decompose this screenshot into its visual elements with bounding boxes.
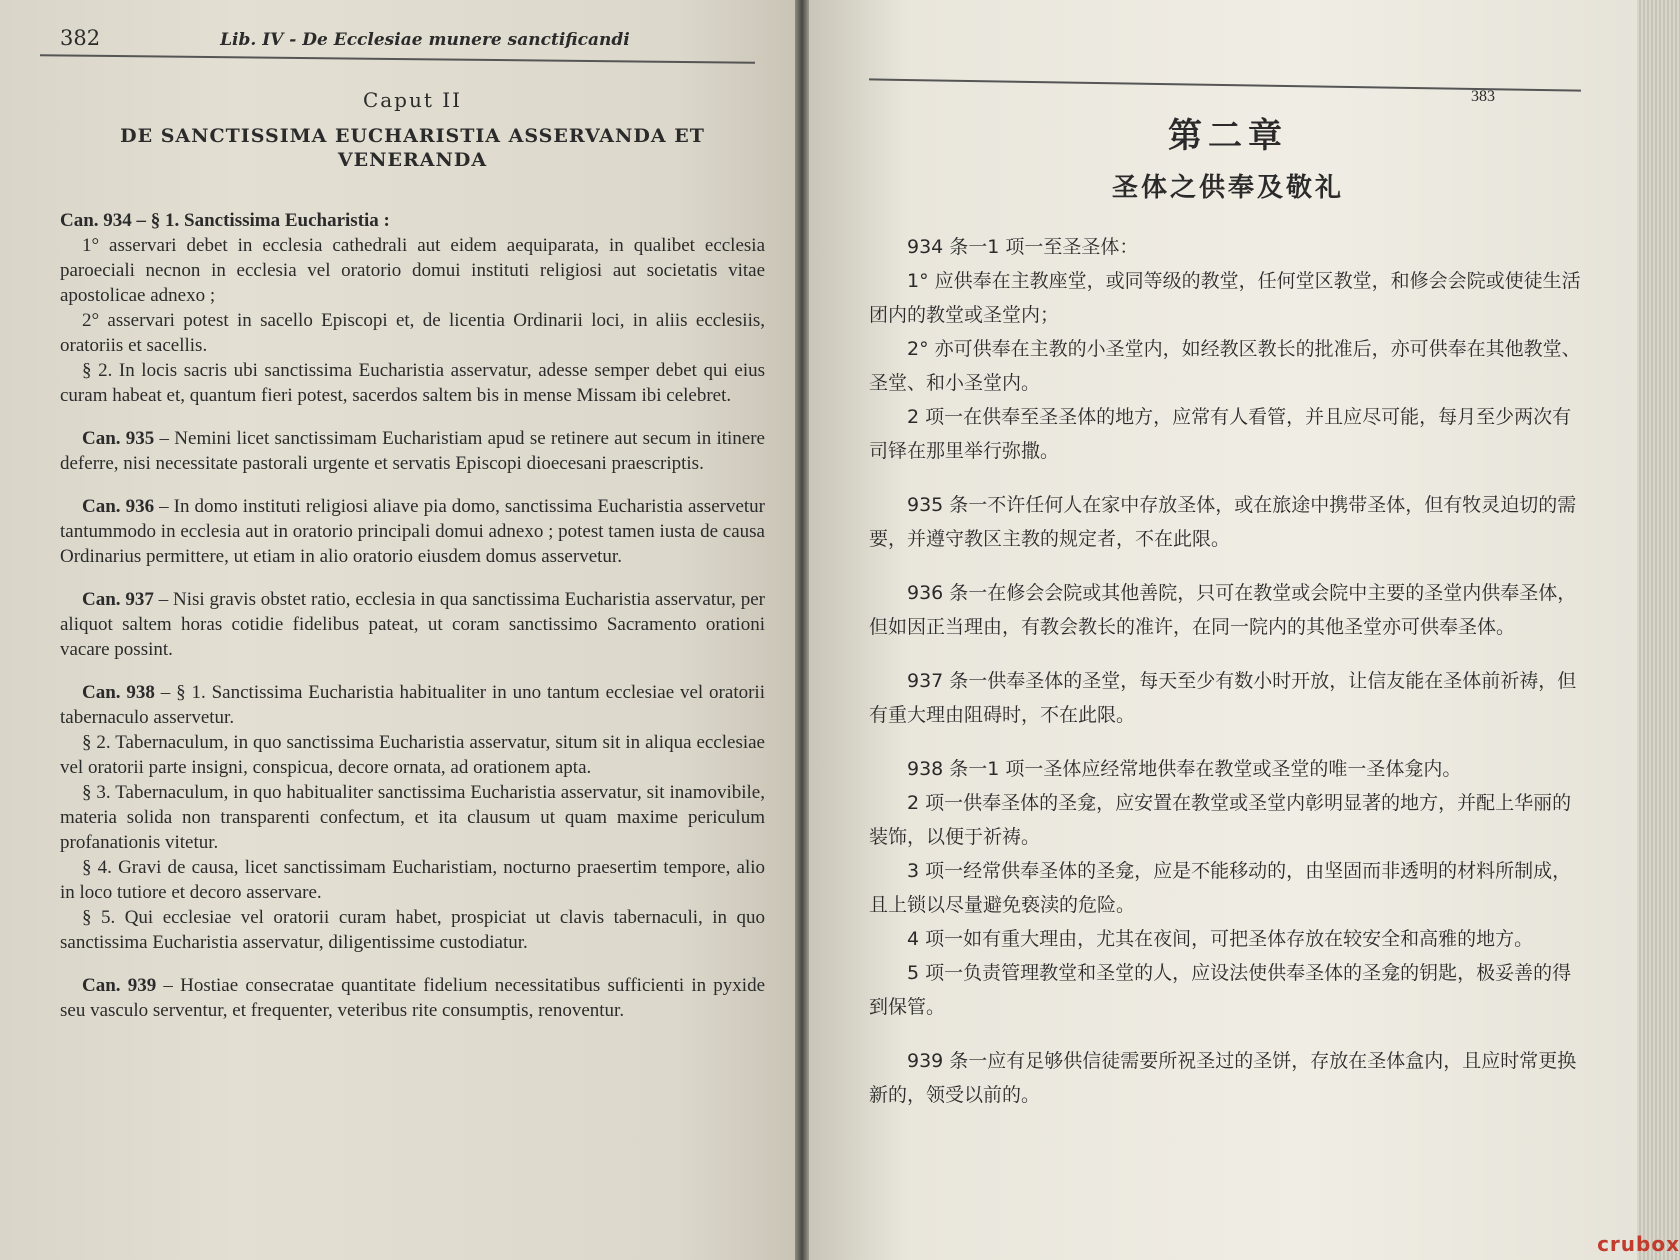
chapter-heading: 第二章 (1168, 116, 1288, 156)
left-running-header (60, 26, 765, 50)
canon-935 (60, 426, 765, 476)
canon-934-para-3: § 2. In locis sacris ubi sanctissima Eucharistia asservatur, adesse semper debet qui eius curam habeat et, quantum fieri potest, sacerdos saltem bis in mense Missam ibi celebret. (60, 360, 765, 406)
article-937 (869, 664, 1587, 732)
canon-936 (60, 494, 765, 569)
page-edges (1637, 0, 1680, 1260)
article-934-para-3: 2° 亦可供奉在主教的小圣堂内，如经教区教长的批准后，亦可供奉在其他教堂、圣堂、和小圣堂内。 (869, 338, 1581, 394)
article-936-text: 936 条一在修会会院或其他善院，只可在教堂或会院中主要的圣堂内供奉圣体，但如因正当理由，有教会教长的准许，在同一院内的其他圣堂亦可供奉圣体。 (869, 582, 1577, 638)
article-938 (869, 752, 1587, 1024)
canon-937-text: – Nisi gravis obstet ratio, ecclesia in qua sanctissima Eucharistia asservatur, per aliquot saltem horas cotidie fidelibus pateat, ut coram sanctissimo Sacramento orationi vacare possint. (60, 589, 766, 660)
canon-937 (60, 587, 765, 662)
book-gutter (795, 0, 809, 1260)
left-page-number: 382 (60, 26, 101, 50)
canon-939 (60, 973, 765, 1023)
caput-heading: Caput II (362, 88, 463, 112)
article-938-para-4: 4 项一如有重大理由，尤其在夜间，可把圣体存放在较安全和高雅的地方。 (907, 928, 1534, 950)
article-937-text: 937 条一供奉圣体的圣堂，每天至少有数小时开放，让信友能在圣体前祈祷，但有重大理由阻碍时，不在此限。 (869, 670, 1577, 726)
article-935 (869, 488, 1587, 556)
article-934-para-1: 934 条一1 项一至圣圣体： (907, 236, 1139, 258)
canon-936-head: Can. 936 (82, 496, 155, 517)
article-934 (869, 230, 1587, 468)
article-939-text: 939 条一应有足够供信徒需要所祝圣过的圣饼，存放在圣体盒内，且应时常更换新的，领受以前的。 (869, 1050, 1577, 1106)
canon-938-para-3: § 3. Tabernaculum, in quo habitualiter sanctissima Eucharistia asservatur, sit inamovibile, materia solida non transparenti confectum, et ita clausum ut quam maxime periculum profanationis vitetur. (60, 782, 765, 853)
article-938-para-5: 5 项一负责管理教堂和圣堂的人，应设法使供奉圣体的圣龛的钥匙，极妥善的得到保管。 (869, 962, 1572, 1018)
canon-939-text: – Hostiae consecratae quantitate fidelium necessitatibus sufficienti in pyxide seu vasculo serventur, et frequenter, veteribus rite consumptis, renoventur. (60, 975, 766, 1021)
article-938-para-1: 938 条一1 项一圣体应经常地供奉在教堂或圣堂的唯一圣体龛内。 (907, 758, 1462, 780)
left-running-title: Lib. IV - De Ecclesiae munere sanctificandi (220, 30, 630, 50)
canon-938-text: – § 1. Sanctissima Eucharistia habitualiter in uno tantum ecclesiae vel oratorii tabernaculo asservetur. (60, 682, 765, 728)
canon-937-head: Can. 937 (82, 589, 154, 610)
canon-936-text: – In domo instituti religiosi aliave pia domo, sanctissima Eucharistia asservetur tantummodo in ecclesia aut in oratorio principali domui adnexo ; potest tamen iusta de causa Ordinarius permittere, ut etiam in alio oratorio eiusdem domus asservetur. (60, 496, 765, 567)
article-934-para-4: 2 项一在供奉至圣圣体的地方，应常有人看管，并且应尽可能，每月至少两次有司铎在那里举行弥撒。 (869, 406, 1572, 462)
article-935-text: 935 条一不许任何人在家中存放圣体，或在旅途中携带圣体，但有牧灵迫切的需要，并遵守教区主教的规定者，不在此限。 (869, 494, 1577, 550)
canon-934-head: Can. 934 – § 1. Sanctissima Eucharistia : (60, 210, 390, 231)
canon-938-para-4: § 4. Gravi de causa, licet sanctissimam Eucharistiam, nocturno praesertim tempore, alio in loco tutiore et decoro asservare. (60, 857, 765, 903)
watermark: crubox (1597, 1232, 1680, 1256)
article-938-para-3: 3 项一经常供奉圣体的圣龛，应是不能移动的，由坚固而非透明的材料所制成，且上锁以尽量避免亵渎的危险。 (869, 860, 1572, 916)
canon-938-para-5: § 5. Qui ecclesiae vel oratorii curam habet, prospiciat ut clavis tabernaculi, in quo sanctissima Eucharistia asservatur, diligentissime custodiatur. (60, 907, 765, 953)
caput-title: DE SANCTISSIMA EUCHARISTIA ASSERVANDA ET VENERANDA (120, 125, 705, 171)
canon-938-head: Can. 938 (82, 682, 155, 703)
canon-938-para-2: § 2. Tabernaculum, in quo sanctissima Eucharistia asservatur, situm sit in aliqua ecclesiae vel oratorii parte insigni, conspicua, decore ornata, ad orationem apta. (60, 732, 765, 778)
article-934-para-2: 1° 应供奉在主教座堂，或同等级的教堂，任何堂区教堂，和修会会院或使徒生活团内的教堂或圣堂内； (869, 270, 1581, 326)
canon-939-head: Can. 939 (82, 975, 157, 996)
left-header-rule (40, 54, 755, 63)
chapter-title: 圣体之供奉及敬礼 (1111, 173, 1344, 203)
canon-935-head: Can. 935 (82, 428, 155, 449)
canon-938 (60, 680, 765, 955)
canon-934 (60, 208, 765, 408)
canon-934-para-2: 2° asservari potest in sacello Episcopi et, de licentia Ordinarii loci, in aliis ecclesiis, oratoriis et sacellis. (60, 310, 765, 356)
article-939 (869, 1044, 1587, 1112)
right-page-number: 383 (1471, 88, 1495, 105)
right-page (809, 0, 1637, 1260)
canon-935-text: – Nemini licet sanctissimam Eucharistiam apud se retinere aut secum in itinere deferre, nisi necessitate pastorali urgente et servatis Episcopi dioecesani praescriptis. (60, 428, 765, 474)
canon-934-para-1: 1° asservari debet in ecclesia cathedrali aut eidem aequiparata, in qualibet ecclesia paroeciali necnon in ecclesia vel oratorio domui instituti religiosi aut societatis vitae apostolicae adnexo ; (60, 235, 765, 306)
left-page (0, 0, 795, 1260)
article-938-para-2: 2 项一供奉圣体的圣龛，应安置在教堂或圣堂内彰明显著的地方，并配上华丽的装饰，以便于祈祷。 (869, 792, 1572, 848)
article-936 (869, 576, 1587, 644)
